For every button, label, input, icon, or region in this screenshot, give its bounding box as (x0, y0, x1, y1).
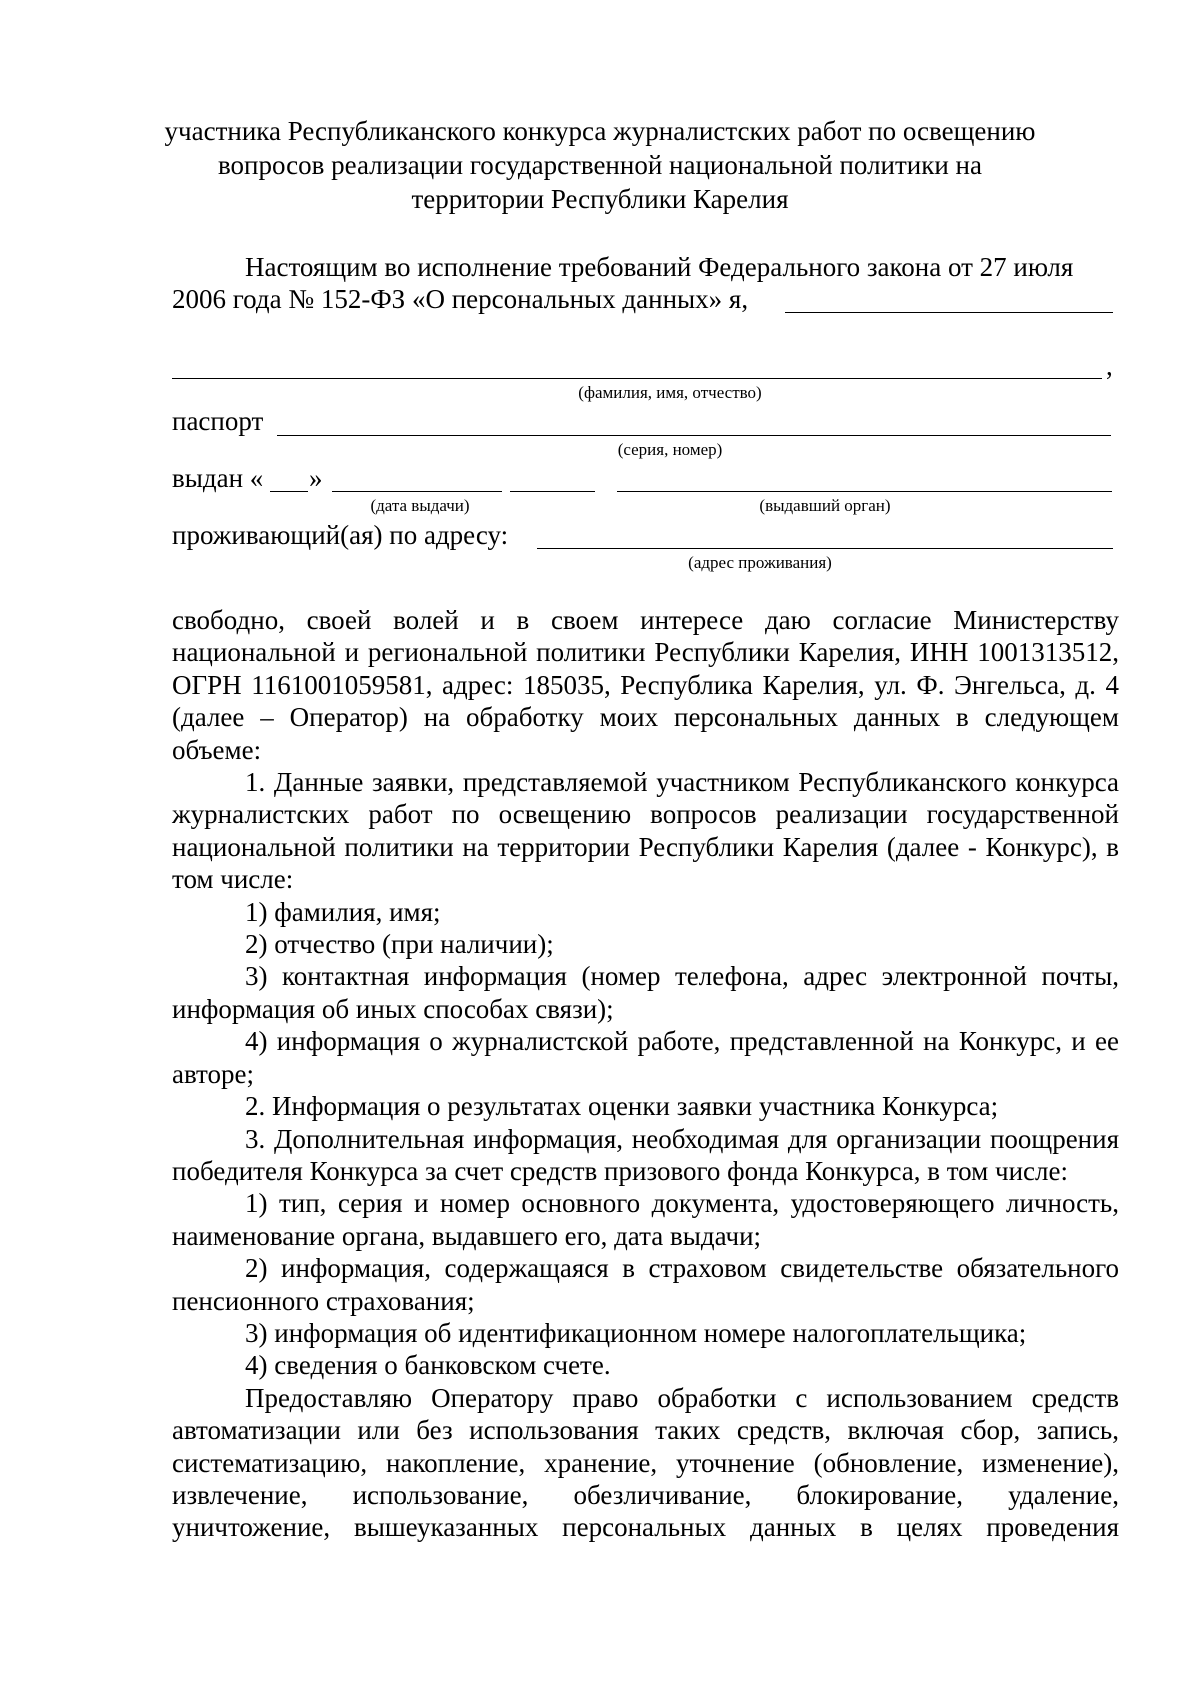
passport-blank-line[interactable] (277, 435, 1111, 436)
list-item: 3) информация об идентификационном номере налогоплательщика; (245, 1317, 1027, 1348)
heading-line: вопросов реализации государственной национальной политики на (217, 150, 982, 180)
consent-body (172, 604, 1119, 1544)
list-item: 1) тип, серия и номер основного документа, удостоверяющего личность, наименование органа, выдавшего его, дата выдачи; (172, 1188, 1119, 1251)
intro-line-1: Настоящим во исполнение требований Федерального закона от 27 июля (245, 252, 1074, 282)
issued-label-start: выдан « (172, 463, 264, 493)
passport-caption: (серия, номер) (617, 440, 723, 459)
issued-month-blank-line[interactable] (332, 491, 502, 492)
list-item: 2) информация, содержащаяся в страховом свидетельстве обязательного пенсионного страхования; (172, 1253, 1119, 1316)
list-item: 4) сведения о банковском счете. (245, 1350, 611, 1381)
fio-blank-line[interactable] (172, 378, 1102, 379)
name-blank-line[interactable] (785, 312, 1113, 313)
list-item: 1. Данные заявки, представляемой участником Республиканского конкурса журналистских работ по освещению вопросов реализации государственной национальной политики на территории Республики Карелия (далее - Конкурс), в том числе: (172, 767, 1119, 895)
issued-label-end: » (309, 463, 323, 493)
list-item: 3) контактная информация (номер телефона, адрес электронной почты, информация об иных способах связи); (172, 961, 1119, 1024)
heading-line: участника Республиканского конкурса журналистских работ по освещению (164, 116, 1036, 146)
address-blank-line[interactable] (537, 548, 1113, 549)
document-heading (150, 114, 1050, 216)
address-caption: (адрес проживания) (688, 553, 832, 572)
fio-caption: (фамилия, имя, отчество) (578, 383, 762, 402)
fio-comma: , (1106, 351, 1113, 381)
address-label: проживающий(ая) по адресу: (172, 520, 509, 550)
list-item: 2. Информация о результатах оценки заявки участника Конкурса; (245, 1091, 999, 1122)
issued-day-blank-line[interactable] (270, 491, 308, 492)
heading-line: территории Республики Карелия (411, 184, 789, 214)
date-caption: (дата выдачи) (370, 496, 470, 515)
intro-line-2: 2006 года № 152-ФЗ «О персональных данных» я, (172, 284, 749, 314)
list-item: 1) фамилия, имя; (245, 896, 441, 927)
list-item: 4) информация о журналистской работе, представленной на Конкурс, и ее авторе; (172, 1026, 1119, 1089)
list-item: 2) отчество (при наличии); (245, 929, 554, 960)
issued-year-blank-line[interactable] (510, 491, 595, 492)
issuer-caption: (выдавший орган) (759, 496, 891, 515)
issuer-blank-line[interactable] (617, 491, 1112, 492)
passport-label: паспорт (172, 406, 264, 436)
list-item: 3. Дополнительная информация, необходимая для организации поощрения победителя Конкурса за счет средств призового фонда Конкурса, в том числе: (172, 1123, 1119, 1186)
consent-paragraph: свободно, своей волей и в своем интересе даю согласие Министерству национальной и региональной политики Республики Карелия, ИНН 1001313512, ОГРН 1161001059581, адрес: 185035, Республика Карелия, ул. Ф. Энгельса, д. 4 (далее – Оператор) на обработку моих персональных данных в следующем объеме: (172, 605, 1119, 765)
consent-paragraph: Предоставляю Оператору право обработки с использованием средств автоматизации или без использования таких средств, включая сбор, запись, систематизацию, накопление, хранение, уточнение (обновление, изменение), извлечение, использование, обезличивание, блокирование, удаление, уничтожение, вышеуказанных персональных данных в целях проведения (172, 1382, 1119, 1543)
